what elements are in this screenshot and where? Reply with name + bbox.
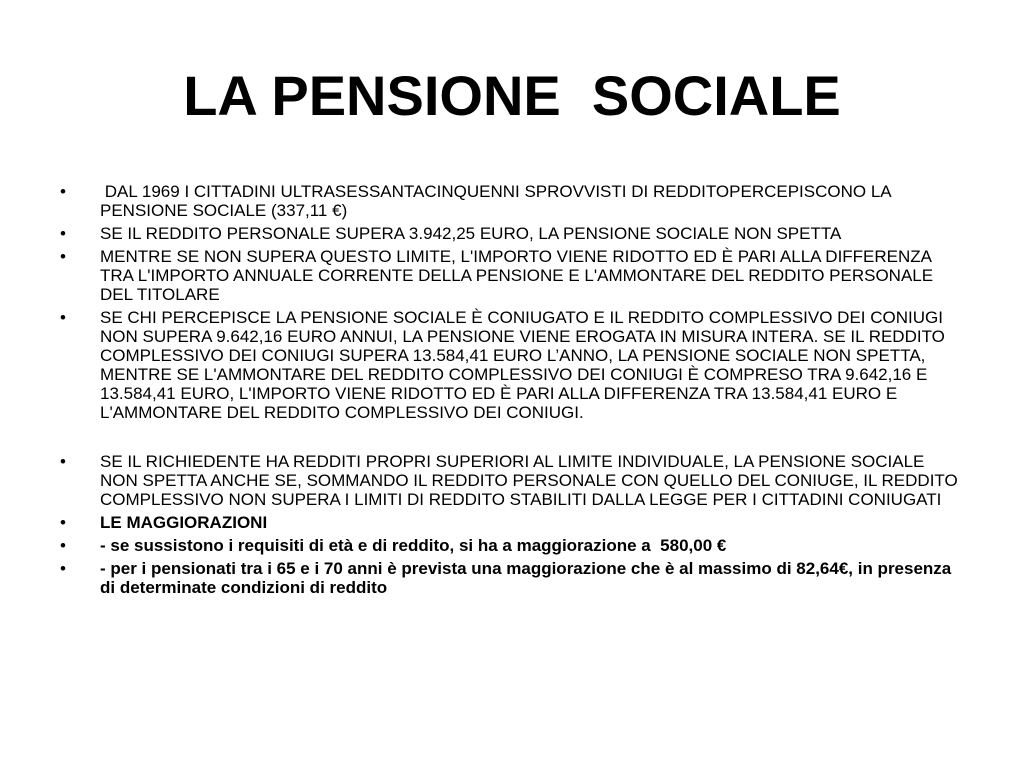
section-heading-maggiorazioni (60, 513, 966, 532)
bullet-text: SE IL REDDITO PERSONALE SUPERA 3.942,25 EURO, LA PENSIONE SOCIALE NON SPETTA (100, 224, 842, 243)
bullet-list (60, 182, 966, 601)
bullet-text: - per i pensionati tra i 65 e i 70 anni è prevista una maggiorazione che è al massimo di 82,64€, in presenza di determinate condizioni di reddito (100, 559, 956, 597)
bullet-marker: • (60, 308, 66, 327)
bullet-item (60, 247, 966, 304)
bullet-item (60, 224, 966, 243)
bullet-item (60, 536, 966, 555)
bullet-item (60, 559, 966, 597)
bullet-text: SE CHI PERCEPISCE LA PENSIONE SOCIALE È CONIUGATO E IL REDDITO COMPLESSIVO DEI CONIUGI NON SUPERA 9.642,16 EURO ANNUI, LA PENSIONE VIENE EROGATA IN MISURA INTERA. SE IL REDDITO COMPLESSIVO DEI CONIUGI SUPERA 13.584,41 EURO L’ANNO, LA PENSIONE SOCIALE NON SPETTA, MENTRE SE L'AMMONTARE DEL REDDITO COMPLESSIVO DEI CONIUGI È COMPRESO TRA 9.642,16 E 13.584,41 EURO, L'IMPORTO VIENE RIDOTTO ED È PARI ALLA DIFFERENZA TRA 13.584,41 EURO E L'AMMONTARE DEL REDDITO COMPLESSIVO DEI CONIUGI. (100, 308, 950, 422)
bullet-marker: • (60, 536, 66, 555)
bullet-text: DAL 1969 I CITTADINI ULTRASESSANTACINQUENNI SPROVVISTI DI REDDITOPERCEPISCONO LA PENSIONE SOCIALE (337,11 €) (100, 182, 896, 220)
bullet-item (60, 452, 966, 509)
bullet-text: - se sussistono i requisiti di età e di reddito, si ha a maggiorazione a 580,00 € (100, 536, 727, 555)
bullet-marker: • (60, 224, 66, 243)
bullet-marker: • (60, 452, 66, 471)
bullet-marker: • (60, 559, 66, 578)
bullet-text: SE IL RICHIEDENTE HA REDDITI PROPRI SUPERIORI AL LIMITE INDIVIDUALE, LA PENSIONE SOCIALE NON SPETTA ANCHE SE, SOMMANDO IL REDDITO PERSONALE CON QUELLO DEL CONIUGE, IL REDDITO COMPLESSIVO NON SUPERA I LIMITI DI REDDITO STABILITI DALLA LEGGE PER I CITTADINI CONIUGATI (100, 452, 963, 509)
bullet-marker: • (60, 513, 66, 532)
bullet-item (60, 308, 966, 422)
bullet-text: MENTRE SE NON SUPERA QUESTO LIMITE, L'IMPORTO VIENE RIDOTTO ED È PARI ALLA DIFFERENZA TRA L'IMPORTO ANNUALE CORRENTE DELLA PENSIONE E L'AMMONTARE DEL REDDITO PERSONALE DEL TITOLARE (100, 247, 938, 304)
slide-title: LA PENSIONE SOCIALE (183, 64, 841, 127)
bullet-marker: • (60, 247, 66, 266)
bullet-text: LE MAGGIORAZIONI (100, 513, 268, 532)
bullet-item (60, 182, 966, 220)
bullet-marker: • (60, 182, 66, 201)
